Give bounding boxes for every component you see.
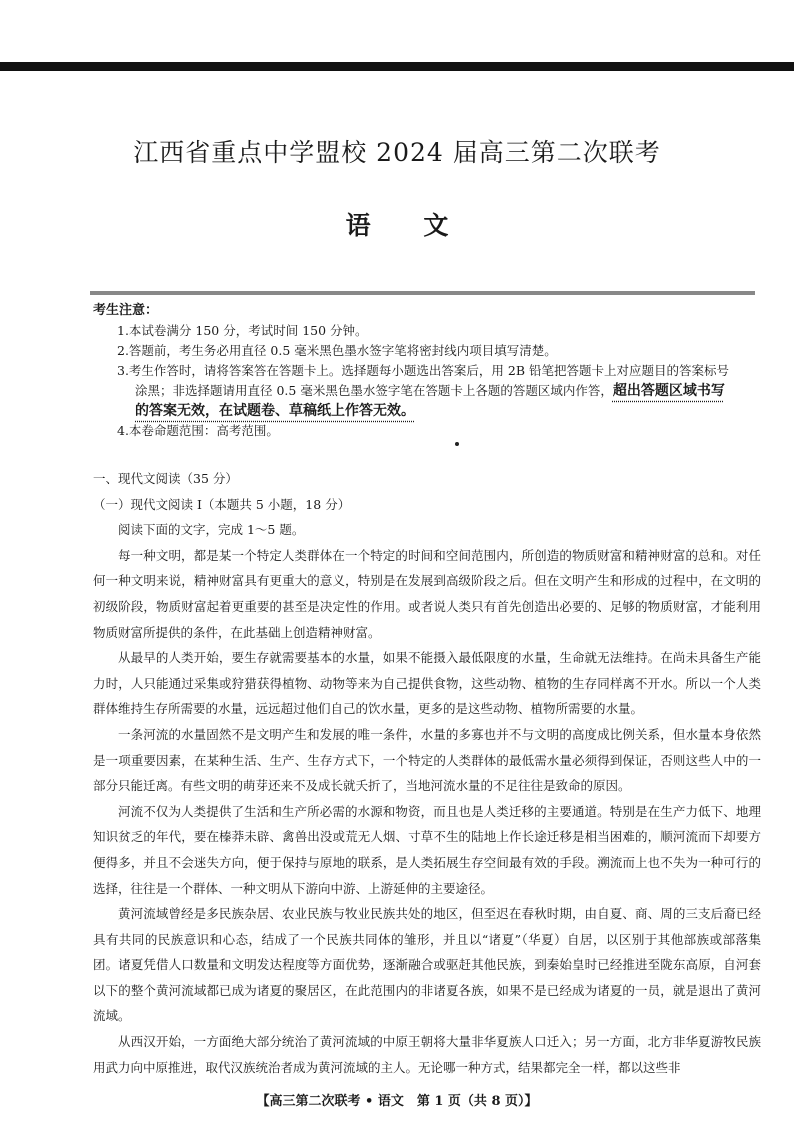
section-heading: 一、现代文阅读（35 分） bbox=[93, 471, 238, 486]
notice-item-3-continuation bbox=[93, 381, 761, 401]
passage-paragraph: 从最早的人类开始，要生存就需要基本的水量，如果不能摄入最低限度的水量，生命就无法维持。在尚未具备生产能力时，人只能通过采集或狩猎获得植物、动物等来为自己提供食物，这些动物、植物的生存同样离不开水。所以一个人类群体维持生存所需要的水量，远远超过他们自己的饮水量，更多的是这些动物、植物所需要的水量。 bbox=[93, 650, 761, 717]
notice-item-3-emphasis-line bbox=[93, 401, 761, 421]
notice-item-2: 2.答题前，考生务必用直径 0.5 毫米黑色墨水签字笔将密封线内项目填写清楚。 bbox=[117, 343, 557, 358]
notice-item-3-text: 涂黑；非选择题请用直径 0.5 毫米黑色墨水签字笔在答题卡上各题的答题区域内作答， bbox=[135, 383, 613, 398]
notice-heading: 考生注意： bbox=[93, 303, 159, 318]
notice-item-4: 4.本卷命题范围：高考范围。 bbox=[117, 423, 279, 438]
subsection-heading: （一）现代文阅读 Ⅰ（本题共 5 小题，18 分） bbox=[93, 496, 351, 512]
reading-section bbox=[93, 466, 761, 1080]
subject-title: 语 文 bbox=[345, 211, 449, 240]
passage-paragraph: 每一种文明，都是某一个特定人类群体在一个特定的时间和空间范围内，所创造的物质财富和精神财富的总和。对任何一种文明来说，精神财富具有更重大的意义，特别是在发展到高级阶段之后。但在文明产生和形成的过程中，在文明的初级阶段，物质财富起着更重要的甚至是决定性的作用。或者说人类只有首先创造出必要的、足够的物质财富，才能利用物质财富所提供的条件，在此基础上创造精神财富。 bbox=[93, 547, 761, 640]
exam-title: 江西省重点中学盟校 2024 届高三第二次联考 bbox=[133, 138, 661, 167]
passage-paragraph: 从西汉开始，一方面绝大部分统治了黄河流域的中原王朝将大量非华夏族人口迁入；另一方面，北方非华夏游牧民族用武力向中原推进，取代汉族统治者成为黄河流域的主人。无论哪一种方式，结果都完全一样，都以这些非 bbox=[93, 1034, 761, 1075]
notice-emphasis-2: 的答案无效，在试题卷、草稿纸上作答无效。 bbox=[135, 403, 415, 419]
notice-item-3: 3.考生作答时，请将答案答在答题卡上。选择题每小题选出答案后，用 2B 铅笔把答题卡上对应题目的答案标号 bbox=[117, 363, 730, 378]
passage-paragraph: 河流不仅为人类提供了生活和生产所必需的水源和物资，而且也是人类迁移的主要通道。特别是在生产力低下、地理知识贫乏的年代，要在榛莽未辟、禽兽出没或荒无人烟、寸草不生的陆地上作长途迁移是相当困难的，顺河流而下却要方便得多，并且不会迷失方向，便于保持与原地的联系，是人类拓展生存空间最有效的手段。溯流而上也不失为一种可行的选择，往往是一个群体、一种文明从下游向中游、上游延伸的主要途径。 bbox=[93, 803, 761, 896]
divider-rule bbox=[90, 291, 755, 295]
scan-edge-bar bbox=[0, 62, 794, 71]
passage-paragraph: 黄河流域曾经是多民族杂居、农业民族与牧业民族共处的地区，但至迟在春秋时期，由自夏、商、周的三支后裔已经具有共同的民族意识和心态，结成了一个民族共同体的雏形，并且以“诸夏”（华夏）自居，以区别于其他部族或部落集团。诸夏凭借人口数量和文明发达程度等方面优势，逐渐融合或驱赶其他民族，到秦始皇时已经推进至陇东高原，自河套以下的整个黄河流域都已成为诸夏的聚居区，在此范围内的非诸夏各族，如果不是已经成为诸夏的一员，就是退出了黄河流域。 bbox=[93, 906, 761, 1024]
scan-speck bbox=[455, 442, 459, 446]
notice-emphasis-1: 超出答题区域书写 bbox=[612, 383, 725, 399]
passage-paragraph: 一条河流的水量固然不是文明产生和发展的唯一条件，水量的多寡也并不与文明的高度成比例关系，但水量本身依然是一项重要因素，在某种生活、生产、生存方式下，一个特定的人类群体的最低需水量必须得到保证，否则这些人中的一部分只能迁离。有些文明的萌芽还来不及成长就夭折了，当地河流水量的不足往往是致命的原因。 bbox=[93, 726, 761, 794]
reading-instruction: 阅读下面的文字，完成 1～5 题。 bbox=[118, 522, 305, 538]
notice-item-1: 1.本试卷满分 150 分，考试时间 150 分钟。 bbox=[117, 323, 368, 338]
page-footer: 【高三第二次联考 • 语文 第 1 页（共 8 页）】 bbox=[256, 1094, 538, 1109]
candidate-notice bbox=[93, 301, 761, 441]
